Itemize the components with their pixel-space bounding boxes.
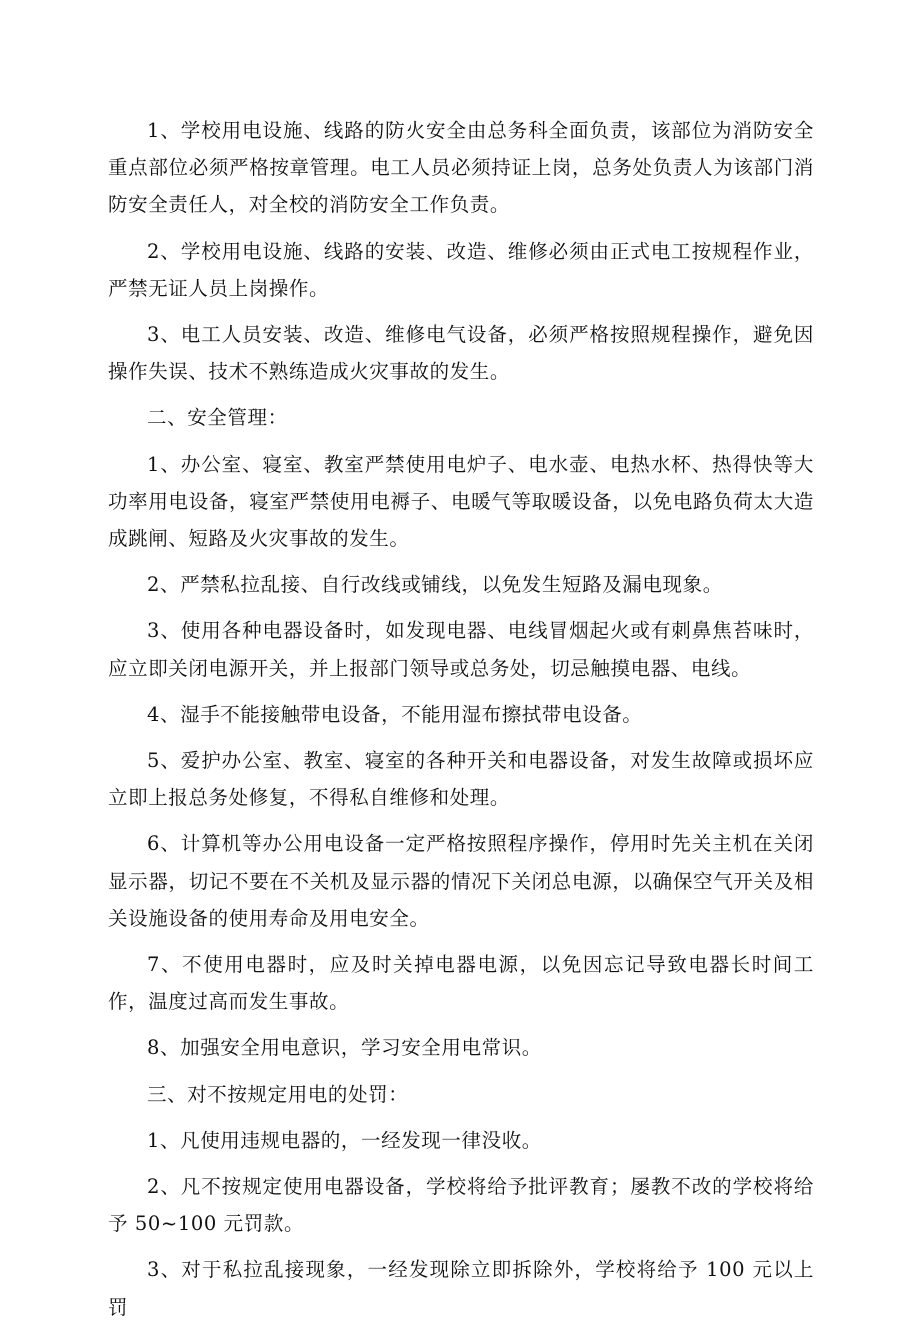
paragraph: 4、湿手不能接触带电设备，不能用湿布擦拭带电设备。 [147,702,643,726]
paragraph: 2、凡不按规定使用电器设备，学校将给予批评教育；屡教不改的学校将给予 50~100 元罚款。 [108,1175,814,1236]
paragraph: 5、爱护办公室、教室、寝室的各种开关和电器设备，对发生故障或损坏应立即上报总务处修复，不得私自维修和处理。 [108,749,814,810]
document-page [108,112,814,1335]
section-heading-penalties: 三、对不按规定用电的处罚： [147,1082,409,1106]
section-heading-safety-management: 二、安全管理： [147,406,288,430]
paragraph: 8、加强安全用电意识，学习安全用电常识。 [147,1036,542,1060]
paragraph: 3、对于私拉乱接现象，一经发现除立即拆除外，学校将给予 100 元以上罚 [108,1258,814,1319]
paragraph: 1、学校用电设施、线路的防火安全由总务科全面负责，该部位为消防安全重点部位必须严格按章管理。电工人员必须持证上岗，总务处负责人为该部门消防安全责任人，对全校的消防安全工作负责。 [108,119,814,217]
paragraph: 6、计算机等办公用电设备一定严格按照程序操作，停用时先关主机在关闭显示器，切记不要在不关机及显示器的情况下关闭总电源，以确保空气开关及相关设施设备的使用寿命及用电安全。 [108,832,814,930]
paragraph: 1、办公室、寝室、教室严禁使用电炉子、电水壶、电热水杯、热得快等大功率用电设备，寝室严禁使用电褥子、电暖气等取暖设备，以免电路负荷太大造成跳闸、短路及火灾事故的发生。 [108,452,814,551]
paragraph: 7、不使用电器时，应及时关掉电器电源，以免因忘记导致电器长时间工作，温度过高而发生事故。 [108,953,814,1014]
paragraph: 1、凡使用违规电器的，一经发现一律没收。 [147,1128,542,1152]
paragraph: 2、学校用电设施、线路的安装、改造、维修必须由正式电工按规程作业，严禁无证人员上岗操作。 [108,239,814,300]
paragraph: 3、使用各种电器设备时，如发现电器、电线冒烟起火或有刺鼻焦苔味时，应立即关闭电源开关，并上报部门领导或总务处，切忌触摸电器、电线。 [108,619,814,680]
paragraph: 2、严禁私拉乱接、自行改线或铺线，以免发生短路及漏电现象。 [147,573,723,597]
paragraph: 3、电工人员安装、改造、维修电气设备，必须严格按照规程操作，避免因操作失误、技术不熟练造成火灾事故的发生。 [108,323,814,384]
